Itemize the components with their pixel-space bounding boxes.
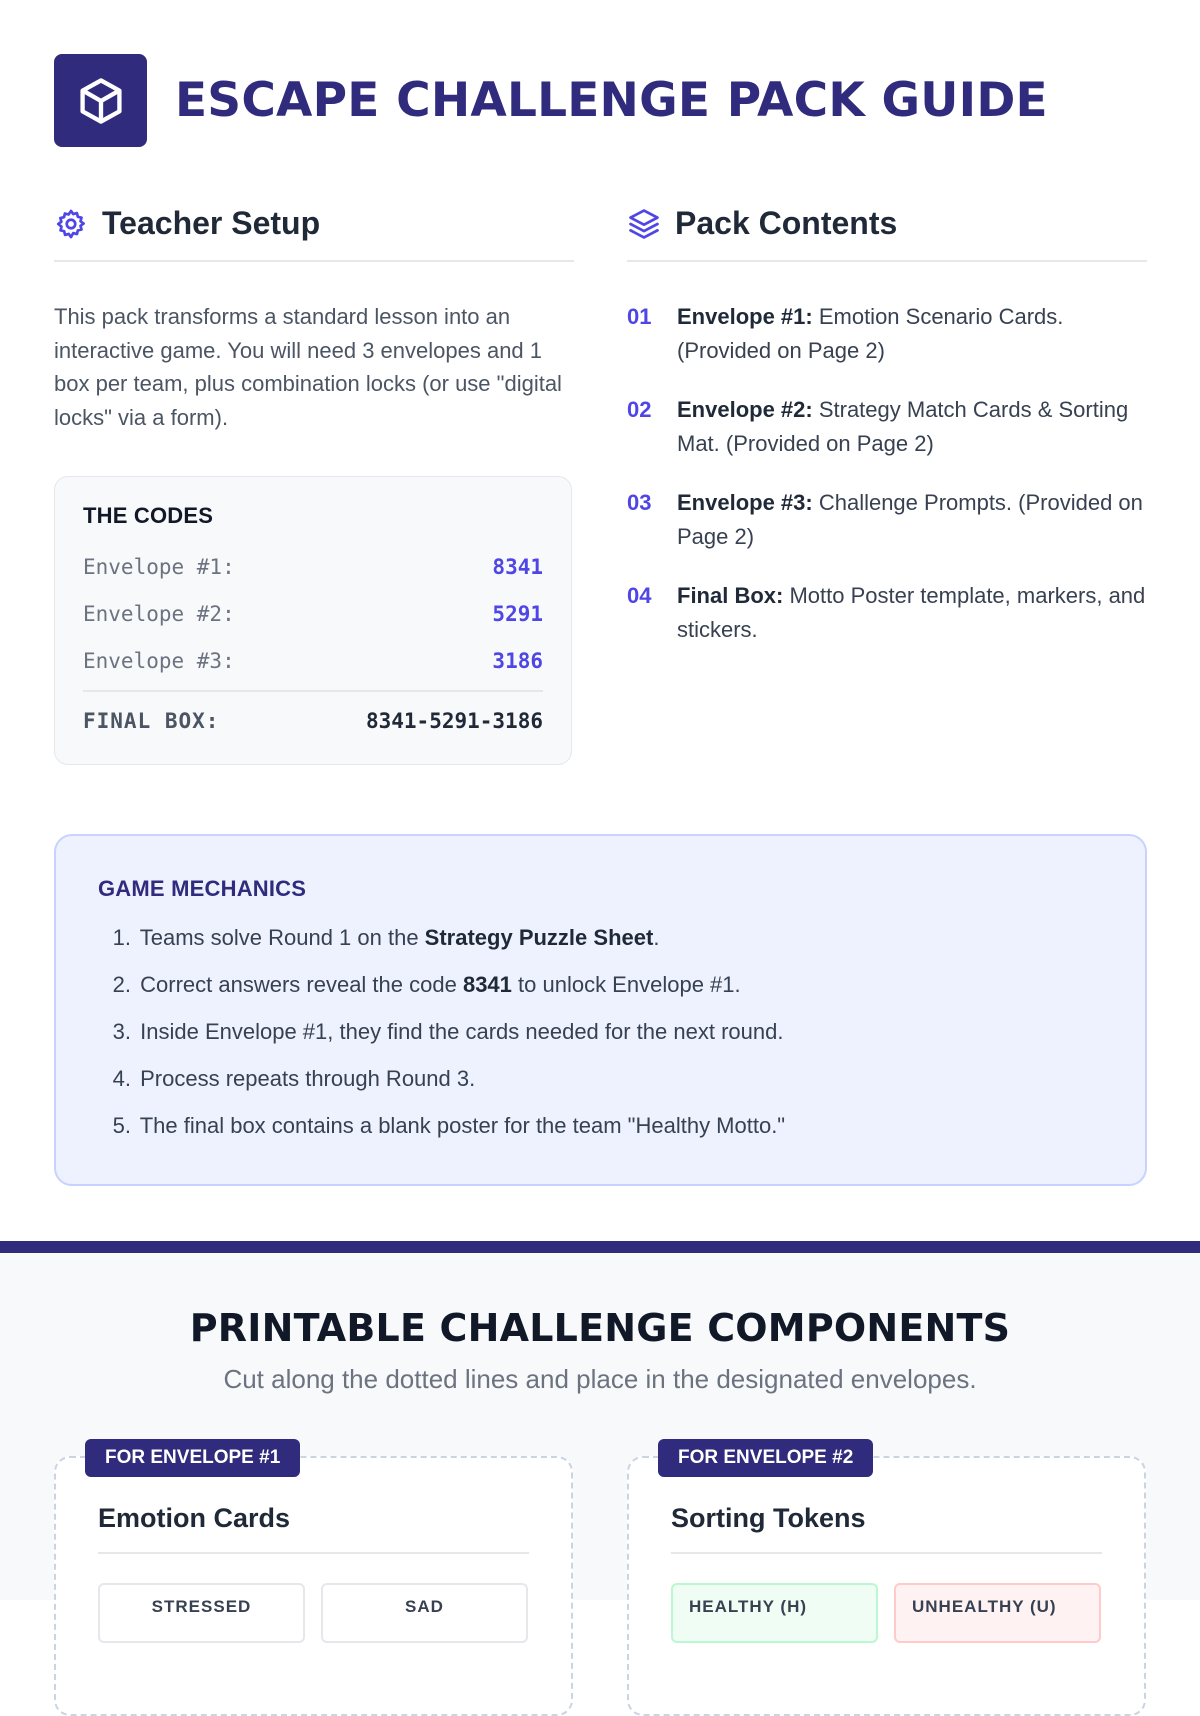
step-text-end: . [653, 925, 660, 950]
item-description: Motto Poster template, markers, and stickers. [677, 583, 1146, 642]
final-code-value: 8341-5291-3186 [365, 709, 543, 733]
printable-title: PRINTABLE CHALLENGE COMPONENTS [189, 1306, 1011, 1350]
section-divider [0, 1241, 1200, 1253]
codes-title: THE CODES [83, 503, 214, 528]
emotion-card: SAD [321, 1583, 528, 1643]
teacher-setup-title: Teacher Setup [102, 205, 321, 241]
step-text-end: to unlock Envelope #1. [511, 972, 741, 997]
item-name: Envelope #3: [677, 490, 813, 515]
item-description: Strategy Match Cards & Sorting Mat. (Provided on Page 2) [677, 397, 1129, 456]
envelope-1-card [54, 1447, 573, 1716]
game-mechanics-title: GAME MECHANICS [98, 876, 307, 901]
teacher-setup-section [54, 200, 574, 765]
code-row [83, 543, 543, 590]
item-number: 03 [627, 490, 652, 515]
list-item [627, 486, 1147, 553]
step-text: Inside Envelope #1, they find the cards needed for the next round. [140, 1019, 784, 1044]
code-value: 3186 [492, 648, 543, 673]
sorting-token: UNHEALTHY (U) [894, 1583, 1101, 1643]
step-number: 3. [112, 1019, 131, 1044]
item-text [677, 486, 1147, 553]
layers-icon [627, 207, 661, 241]
step-number: 2. [112, 972, 131, 997]
item-description: Challenge Prompts. (Provided on Page 2) [677, 490, 1143, 549]
contents-list [627, 300, 1147, 646]
step-text: Process repeats through Round 3. [140, 1066, 476, 1091]
step-text: Teams solve Round 1 on the [139, 925, 425, 950]
envelope-divider [98, 1552, 529, 1554]
list-item [627, 393, 1147, 460]
envelope-title: Sorting Tokens [671, 1503, 866, 1533]
code-label: Envelope #1: [83, 554, 235, 579]
code-row [83, 590, 543, 637]
list-item [98, 1102, 1103, 1149]
pack-contents-title: Pack Contents [675, 205, 898, 241]
code-row [83, 637, 543, 684]
envelope-tag: FOR ENVELOPE #2 [658, 1439, 873, 1477]
step-text: Correct answers reveal the code [140, 972, 463, 997]
sorting-token: HEALTHY (H) [671, 1583, 878, 1643]
item-text [677, 393, 1147, 460]
step-bold: Strategy Puzzle Sheet [424, 925, 654, 950]
step-text: The final box contains a blank poster for the team "Healthy Motto." [139, 1113, 786, 1138]
pack-contents-section [627, 200, 1147, 672]
item-number: 02 [627, 397, 652, 422]
code-label: Envelope #2: [83, 601, 235, 626]
item-number: 04 [627, 583, 652, 608]
printable-components-section [0, 1253, 1200, 1616]
emotion-card: STRESSED [98, 1583, 305, 1643]
envelope-2-card [627, 1447, 1146, 1716]
code-value: 8341 [492, 554, 543, 579]
pack-contents-header [627, 200, 1147, 262]
game-mechanics-box [54, 834, 1147, 1186]
step-number: 1. [112, 925, 131, 950]
page-header [54, 54, 1154, 148]
item-text [677, 300, 1147, 367]
list-item [98, 914, 1103, 961]
step-bold: 8341 [462, 972, 512, 997]
setup-description: This pack transforms a standard lesson into an interactive game. You will need 3 envelopes and 1 box per team, plus combination locks (or use "digital locks" via a form). [54, 304, 562, 430]
item-description: Emotion Scenario Cards. (Provided on Page 2) [677, 304, 1064, 363]
item-text [677, 579, 1147, 646]
envelope-tag: FOR ENVELOPE #1 [85, 1439, 300, 1477]
teacher-setup-header [54, 200, 574, 262]
step-number: 5. [112, 1113, 131, 1138]
printable-subtitle: Cut along the dotted lines and place in the designated envelopes. [223, 1364, 977, 1394]
list-item [627, 300, 1147, 367]
logo [54, 54, 147, 147]
list-item [98, 1055, 1103, 1102]
page-title: ESCAPE CHALLENGE PACK GUIDE [175, 73, 1048, 128]
final-code-label: FINAL BOX: [83, 709, 220, 733]
list-item [98, 961, 1103, 1008]
final-code-row [83, 692, 543, 750]
cube-icon [75, 75, 127, 127]
codes-card [54, 476, 572, 765]
code-value: 5291 [492, 601, 543, 626]
item-name: Envelope #1: [677, 304, 813, 329]
step-number: 4. [112, 1066, 131, 1091]
game-mechanics-list [98, 914, 1103, 1149]
list-item [98, 1008, 1103, 1055]
list-item [627, 579, 1147, 646]
code-label: Envelope #3: [83, 648, 235, 673]
gear-icon [54, 207, 88, 241]
item-number: 01 [627, 304, 652, 329]
envelope-divider [671, 1552, 1102, 1554]
item-name: Final Box: [677, 583, 784, 608]
envelope-title: Emotion Cards [98, 1503, 291, 1533]
item-name: Envelope #2: [677, 397, 813, 422]
